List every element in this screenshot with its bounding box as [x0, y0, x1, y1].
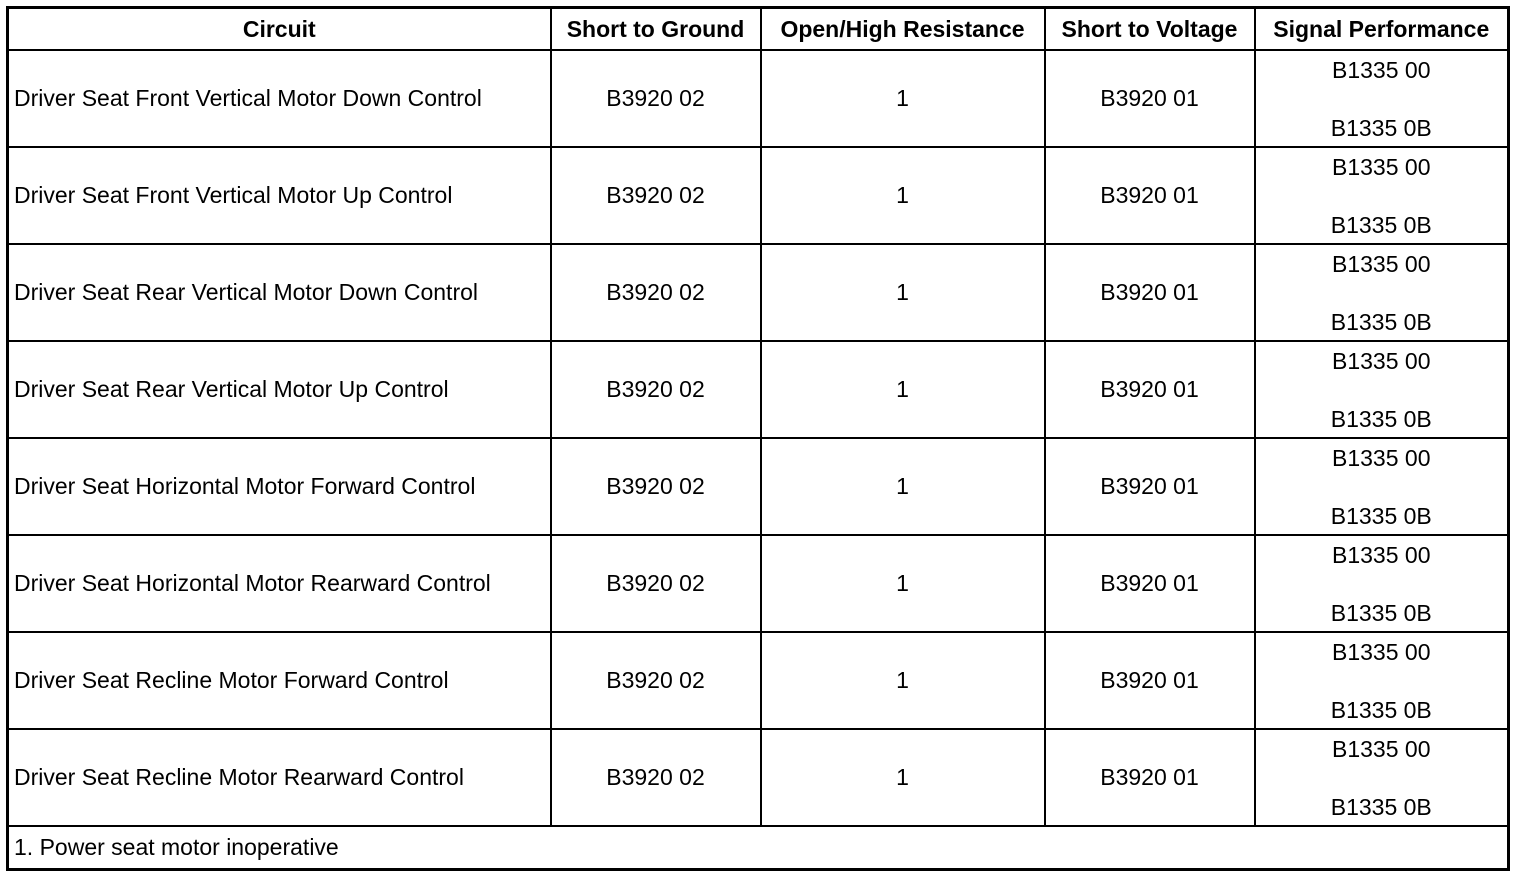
short-to-voltage-cell: B3920 01: [1045, 535, 1255, 632]
circuit-cell: Driver Seat Recline Motor Forward Control: [8, 632, 551, 729]
signal-performance-cell: [1255, 535, 1509, 632]
short-to-ground-cell: B3920 02: [551, 729, 761, 826]
signal-performance-code: B1335 0B: [1330, 503, 1432, 529]
signal-performance-cell: [1255, 50, 1509, 147]
circuit-diagnostic-table: [6, 6, 1510, 871]
open-high-resistance-cell: 1: [761, 438, 1045, 535]
table-row: [8, 632, 1509, 729]
table-row: [8, 535, 1509, 632]
signal-performance-cell: [1255, 341, 1509, 438]
open-high-resistance-cell: 1: [761, 50, 1045, 147]
signal-performance-code: B1335 00: [1332, 445, 1431, 471]
short-to-voltage-cell: B3920 01: [1045, 341, 1255, 438]
signal-performance-cell: [1255, 244, 1509, 341]
open-high-resistance-cell: 1: [761, 632, 1045, 729]
circuit-cell: Driver Seat Front Vertical Motor Down Control: [8, 50, 551, 147]
signal-performance-code: B1335 0B: [1330, 212, 1432, 238]
signal-performance-code: B1335 0B: [1330, 115, 1432, 141]
signal-performance-code: B1335 0B: [1330, 794, 1432, 820]
open-high-resistance-cell: 1: [761, 729, 1045, 826]
signal-performance-cell: [1255, 729, 1509, 826]
circuit-cell: Driver Seat Front Vertical Motor Up Control: [8, 147, 551, 244]
footnote: 1. Power seat motor inoperative: [8, 826, 1509, 870]
header-row: [8, 8, 1509, 51]
circuit-cell: Driver Seat Horizontal Motor Forward Control: [8, 438, 551, 535]
short-to-ground-cell: B3920 02: [551, 147, 761, 244]
short-to-voltage-cell: B3920 01: [1045, 244, 1255, 341]
signal-performance-code: B1335 0B: [1330, 406, 1432, 432]
open-high-resistance-cell: 1: [761, 147, 1045, 244]
signal-performance-code: B1335 0B: [1330, 309, 1432, 335]
short-to-voltage-cell: B3920 01: [1045, 147, 1255, 244]
signal-performance-code: B1335 00: [1332, 639, 1431, 665]
table-row: [8, 729, 1509, 826]
signal-performance-code: B1335 0B: [1330, 600, 1432, 626]
short-to-voltage-cell: B3920 01: [1045, 729, 1255, 826]
circuit-cell: Driver Seat Horizontal Motor Rearward Control: [8, 535, 551, 632]
open-high-resistance-cell: 1: [761, 244, 1045, 341]
circuit-cell: Driver Seat Rear Vertical Motor Down Control: [8, 244, 551, 341]
header-signal-performance: Signal Performance: [1255, 8, 1509, 51]
footnote-row: [8, 826, 1509, 870]
signal-performance-code: B1335 00: [1332, 251, 1431, 277]
short-to-ground-cell: B3920 02: [551, 632, 761, 729]
signal-performance-code: B1335 00: [1332, 542, 1431, 568]
signal-performance-code: B1335 00: [1332, 57, 1431, 83]
short-to-voltage-cell: B3920 01: [1045, 438, 1255, 535]
signal-performance-cell: [1255, 438, 1509, 535]
short-to-ground-cell: B3920 02: [551, 535, 761, 632]
open-high-resistance-cell: 1: [761, 535, 1045, 632]
signal-performance-code: B1335 00: [1332, 348, 1431, 374]
table-row: [8, 50, 1509, 147]
circuit-cell: Driver Seat Recline Motor Rearward Control: [8, 729, 551, 826]
circuit-cell: Driver Seat Rear Vertical Motor Up Control: [8, 341, 551, 438]
signal-performance-cell: [1255, 632, 1509, 729]
table-row: [8, 147, 1509, 244]
signal-performance-code: B1335 00: [1332, 736, 1431, 762]
short-to-ground-cell: B3920 02: [551, 244, 761, 341]
header-short-to-voltage: Short to Voltage: [1045, 8, 1255, 51]
header-short-to-ground: Short to Ground: [551, 8, 761, 51]
signal-performance-cell: [1255, 147, 1509, 244]
table-row: [8, 438, 1509, 535]
table-row: [8, 244, 1509, 341]
open-high-resistance-cell: 1: [761, 341, 1045, 438]
header-circuit: Circuit: [8, 8, 551, 51]
short-to-voltage-cell: B3920 01: [1045, 632, 1255, 729]
table-row: [8, 341, 1509, 438]
short-to-ground-cell: B3920 02: [551, 50, 761, 147]
signal-performance-code: B1335 00: [1332, 154, 1431, 180]
signal-performance-code: B1335 0B: [1330, 697, 1432, 723]
short-to-voltage-cell: B3920 01: [1045, 50, 1255, 147]
short-to-ground-cell: B3920 02: [551, 341, 761, 438]
short-to-ground-cell: B3920 02: [551, 438, 761, 535]
header-open-high-resistance: Open/High Resistance: [761, 8, 1045, 51]
